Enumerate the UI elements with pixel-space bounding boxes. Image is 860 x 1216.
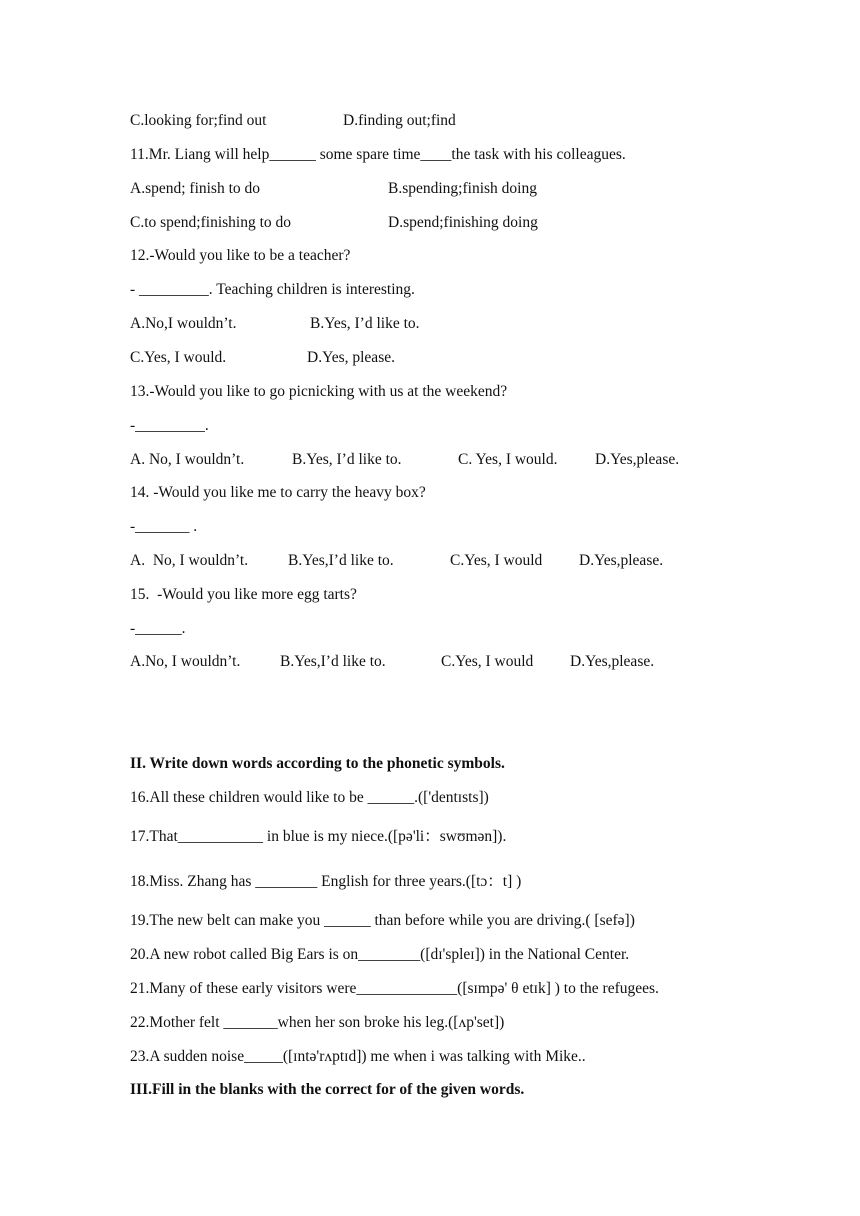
q12-answer-line: - _________. Teaching children is interesting. xyxy=(130,281,415,298)
q11-option-a: A.spend; finish to do xyxy=(130,180,261,197)
section-2-item-22: 22.Mother felt _______when her son broke his leg.([ʌp'set]) xyxy=(130,1014,505,1031)
section-2-item-20: 20.A new robot called Big Ears is on________([dɪ'spleɪ]) in the National Center. xyxy=(130,946,630,963)
section-2-item-21: 21.Many of these early visitors were_____________([sɪmpə' θ etɪk] ) to the refugees. xyxy=(130,980,659,997)
section-2-heading: II. Write down words according to the phonetic symbols. xyxy=(130,755,505,772)
section-2-item-17: 17.That___________ in blue is my niece.([pə'li：swʊmən]). xyxy=(130,828,507,845)
q15-option-a: A.No, I wouldn’t. xyxy=(130,653,241,670)
q12-option-c: C.Yes, I would. xyxy=(130,349,227,366)
q11-option-b: B.spending;finish doing xyxy=(388,180,537,197)
q13-option-b: B.Yes, I’d like to. xyxy=(292,451,402,468)
q12-option-d: D.Yes, please. xyxy=(307,349,395,366)
q15-answer-line: -______. xyxy=(130,620,186,637)
q12-option-a: A.No,I wouldn’t. xyxy=(130,315,237,332)
section-2-item-18: 18.Miss. Zhang has ________ English for three years.([tɔ：t] ) xyxy=(130,873,522,890)
q10-option-d: D.finding out;find xyxy=(343,112,456,129)
q13-answer-line: -_________. xyxy=(130,417,209,434)
q13-option-c: C. Yes, I would. xyxy=(458,451,558,468)
q14-option-c: C.Yes, I would xyxy=(450,552,543,569)
q15-option-d: D.Yes,please. xyxy=(570,653,655,670)
q15-option-c: C.Yes, I would xyxy=(441,653,534,670)
q10-option-c: C.looking for;find out xyxy=(130,112,267,129)
q11-stem: 11.Mr. Liang will help______ some spare time____the task with his colleagues. xyxy=(130,146,626,163)
q12-option-b: B.Yes, I’d like to. xyxy=(310,315,420,332)
q14-option-d: D.Yes,please. xyxy=(579,552,664,569)
q13-stem: 13.-Would you like to go picnicking with us at the weekend? xyxy=(130,383,508,400)
q11-option-d: D.spend;finishing doing xyxy=(388,214,538,231)
q13-option-d: D.Yes,please. xyxy=(595,451,680,468)
q13-option-a: A. No, I wouldn’t. xyxy=(130,451,245,468)
q14-option-a: A. No, I wouldn’t. xyxy=(130,552,249,569)
section-3-heading: III.Fill in the blanks with the correct for of the given words. xyxy=(130,1081,525,1098)
section-2-item-23: 23.A sudden noise_____([ɪntə'rʌptɪd]) me when i was talking with Mike.. xyxy=(130,1048,586,1065)
q14-answer-line: -_______ . xyxy=(130,518,198,535)
q15-option-b: B.Yes,I’d like to. xyxy=(280,653,386,670)
q12-stem: 12.-Would you like to be a teacher? xyxy=(130,247,351,264)
q14-option-b: B.Yes,I’d like to. xyxy=(288,552,394,569)
q11-option-c: C.to spend;finishing to do xyxy=(130,214,292,231)
section-2-item-19: 19.The new belt can make you ______ than before while you are driving.( [sefə]) xyxy=(130,912,635,929)
q14-stem: 14. -Would you like me to carry the heavy box? xyxy=(130,484,426,501)
section-2-item-16: 16.All these children would like to be ______.(['dentɪsts]) xyxy=(130,789,489,806)
q15-stem: 15. -Would you like more egg tarts? xyxy=(130,586,357,603)
